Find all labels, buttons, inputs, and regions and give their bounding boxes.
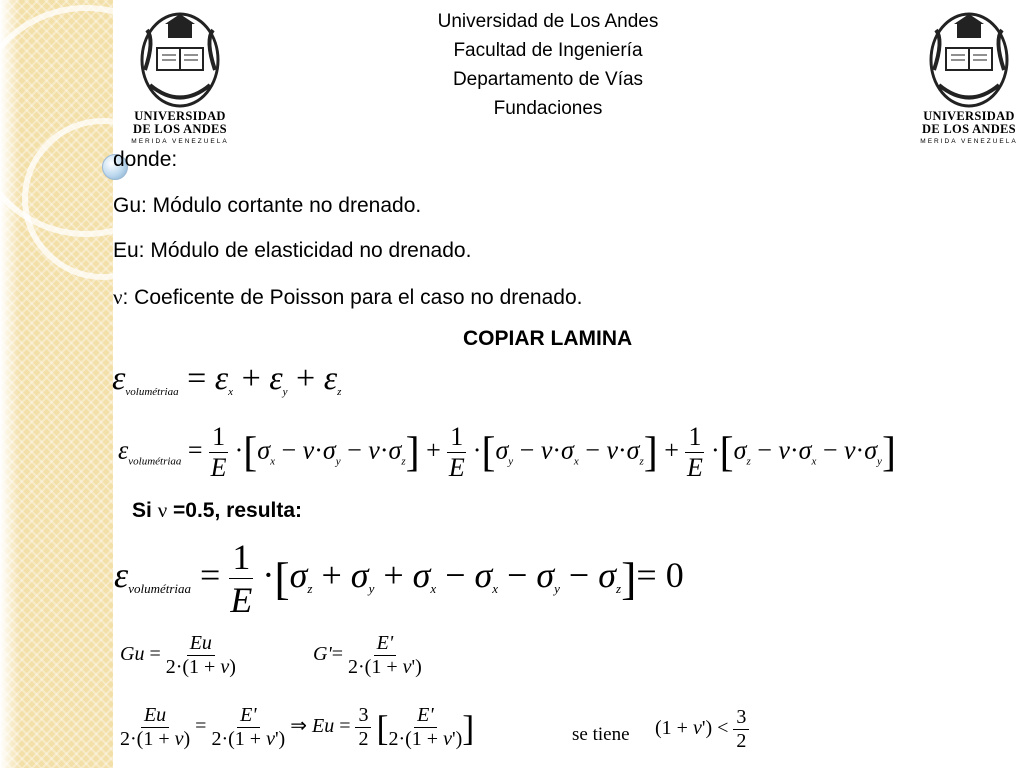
logo-name-line2: DE LOS ANDES [922, 122, 1016, 136]
logo-name-line1: UNIVERSIDAD [923, 109, 1015, 123]
gu-definition: Gu: Módulo cortante no drenado. [113, 194, 422, 217]
header-course: Fundaciones [493, 98, 603, 119]
page-header [360, 7, 736, 123]
equation-volumetric-sum: $\varepsilon_{volumétriaa} = \varepsilon_x + \varepsilon_y + \varepsilon_z$ [112, 360, 342, 398]
header-university: Universidad de Los Andes [437, 11, 659, 32]
nu-symbol: ν [113, 285, 123, 309]
donde-label: donde: [113, 148, 178, 171]
si-nu-label: Si ν =0.5, resulta: [132, 498, 303, 522]
equation-inequality: (1 + ν') < $\frac{3}{2}$ [655, 706, 749, 753]
university-crest-icon [924, 10, 1014, 110]
se-tiene-label: se tiene [572, 724, 630, 745]
university-crest-icon [135, 10, 225, 110]
header-department: Departamento de Vías [452, 69, 644, 90]
header-faculty: Facultad de Ingeniería [453, 40, 643, 61]
equation-gu: Gu = $\frac{Eu}{2\cdot(1 + \nu)}$ [120, 632, 236, 678]
logo-name-line1: UNIVERSIDAD [134, 109, 226, 123]
equation-g-prime: G'= $\frac{E'}{2\cdot(1 + \nu')}$ [313, 632, 422, 678]
eu-definition: Eu: Módulo de elasticidad no drenado. [113, 239, 472, 262]
logo-subtitle: MERIDA VENEZUELA [920, 138, 1018, 145]
logo-subtitle: MERIDA VENEZUELA [131, 138, 229, 145]
logo-name-line2: DE LOS ANDES [133, 122, 227, 136]
equation-eu-relation: $\frac{Eu}{2\cdot(1 + \nu)}$ = $\frac{E'}{2\cdot(1 + \nu')}$ ⇒ Eu = $\frac{3}{2}$ [ $\frac{E'}{2\cdot(1 + \nu')}$ ] [120, 704, 475, 750]
nu-definition-text: : Coeficente de Poisson para el caso no drenado. [122, 286, 583, 309]
university-logo-left [125, 10, 235, 150]
nu-definition [113, 285, 582, 310]
copiar-lamina: COPIAR LAMINA [463, 327, 633, 350]
equation-volumetric-zero: εvolumétriaa = $\frac{1}{E}$ ·[σz + σy + σx − σx − σy − σz]= 0 [114, 537, 684, 620]
equation-volumetric-expanded: $\varepsilon_{volumétriaa}$ = $\frac{1}{E}$ $\cdot[\sigma_x - \nu\cdot\sigma_y - \nu\cdot\sigma_z]$ + $\frac{1}{E}$ $\cdot[\sigma_y - \nu\cdot\sigma_x - \nu\cdot\sigma_z]$ + $\frac{1}{E}$ $\cdot[\sigma_z - \nu\cdot\sigma_x - \nu\cdot\sigma_y]$ [118, 422, 896, 482]
university-logo-right [914, 10, 1024, 150]
decorative-sidebar [0, 0, 113, 768]
